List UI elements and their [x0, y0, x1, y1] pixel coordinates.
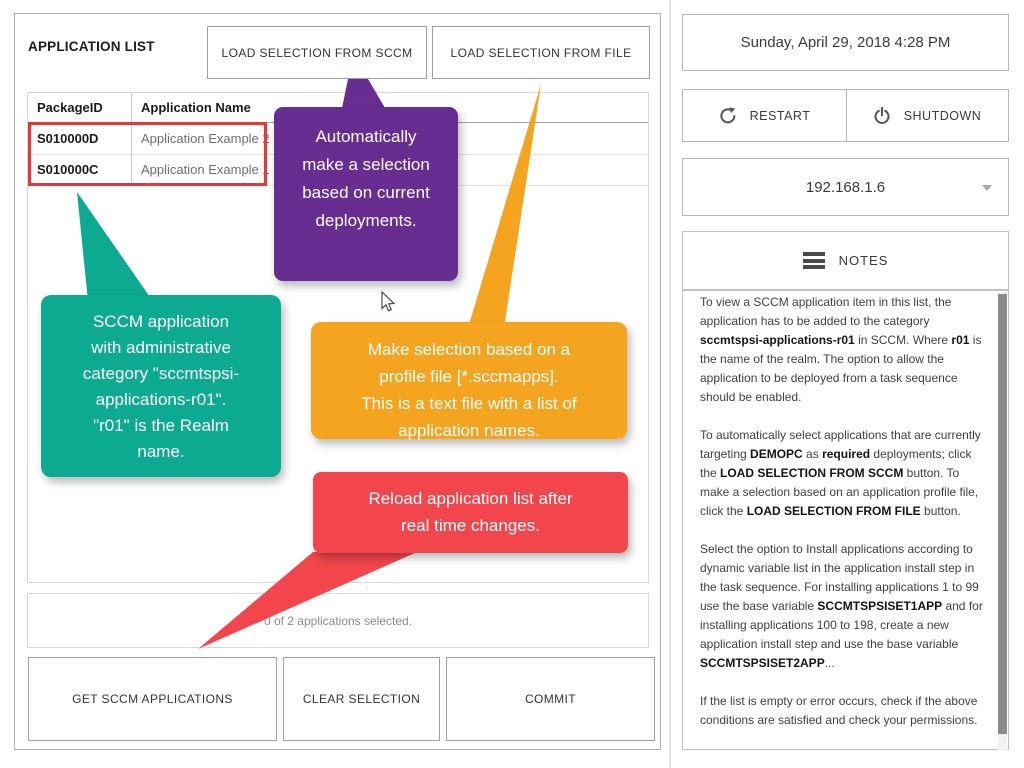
panel-divider — [669, 0, 671, 768]
package-id-cell: S010000C — [37, 162, 99, 177]
package-id-cell: S010000D — [37, 131, 99, 146]
notes-header — [682, 231, 1009, 290]
power-icon — [873, 107, 891, 125]
load-selection-from-file-button[interactable]: LOAD SELECTION FROM FILE — [432, 26, 650, 79]
status-text: 0 of 2 applications selected. — [263, 613, 413, 628]
menu-icon — [803, 252, 825, 269]
restart-button[interactable] — [683, 90, 847, 141]
host-dropdown-value: 192.168.1.6 — [805, 178, 886, 196]
notes-title: NOTES — [838, 253, 889, 268]
notes-panel — [682, 290, 1009, 750]
restart-icon — [719, 107, 737, 125]
host-dropdown[interactable] — [682, 158, 1009, 216]
notes-text: To view a SCCM application item in this list, the application has to be added to the category sccmtspsi-applications-r01 in SCCM. Where r01 is the name of the realm. The option to allow the application to be deployed from a task sequence should be enabled. To automatically select applications that are currently targeting DEMOPC as required deployments; click the LOAD SELECTION FROM SCCM button. To make a selection based on an application profile file, click the LOAD SELECTION FROM FILE button. Select the option to Install applications according to dynamic variable list in the application install step in the task sequence. For installing applications 1 to 99 use the base variable SCCMTSPSISET1APP and for installing applications 100 to 198, create a new application install step and use the base variable SCCMTSPSISET2APP... If the list is empty or error occurs, check if the above conditions are satisfied and check your permissions. — [700, 295, 983, 727]
power-controls — [682, 89, 1009, 142]
callout-reload: Reload application list after real time changes. — [313, 472, 628, 553]
commit-button[interactable]: COMMIT — [446, 657, 655, 741]
page-title: APPLICATION LIST — [28, 39, 155, 54]
mouse-cursor — [381, 291, 397, 314]
callout-deployments: Automatically make a selection based on current deployments. — [274, 107, 458, 281]
selection-highlight-rect — [28, 122, 267, 186]
scrollbar-thumb[interactable] — [998, 294, 1007, 734]
datetime-display: Sunday, April 29, 2018 4:28 PM — [682, 14, 1009, 71]
get-sccm-applications-button[interactable]: GET SCCM APPLICATIONS — [28, 657, 277, 741]
callout-deployments-tail — [340, 79, 390, 108]
application-name-cell: Application Example 2 — [141, 131, 270, 146]
shutdown-label: SHUTDOWN — [903, 108, 982, 123]
column-header-application-name: Application Name — [141, 100, 251, 115]
load-selection-from-sccm-button[interactable]: LOAD SELECTION FROM SCCM — [207, 26, 427, 79]
callout-profile: Make selection based on a profile file [*.sccmapps]. This is a text file with a list of application names. — [311, 322, 627, 439]
column-header-packageid: PackageID — [37, 100, 103, 115]
chevron-down-icon — [982, 185, 992, 191]
clear-selection-button[interactable]: CLEAR SELECTION — [283, 657, 440, 741]
application-name-cell: Application Example 1 — [141, 162, 270, 177]
shutdown-button[interactable] — [846, 90, 1008, 141]
callout-profile-tail — [462, 83, 547, 328]
callout-category-tail — [70, 191, 160, 301]
restart-label: RESTART — [749, 108, 811, 123]
callout-reload-tail — [190, 552, 425, 652]
callout-category: SCCM application with administrative category "sccmtspsi-applications-r01". "r01" is the Realm name. — [41, 295, 281, 477]
